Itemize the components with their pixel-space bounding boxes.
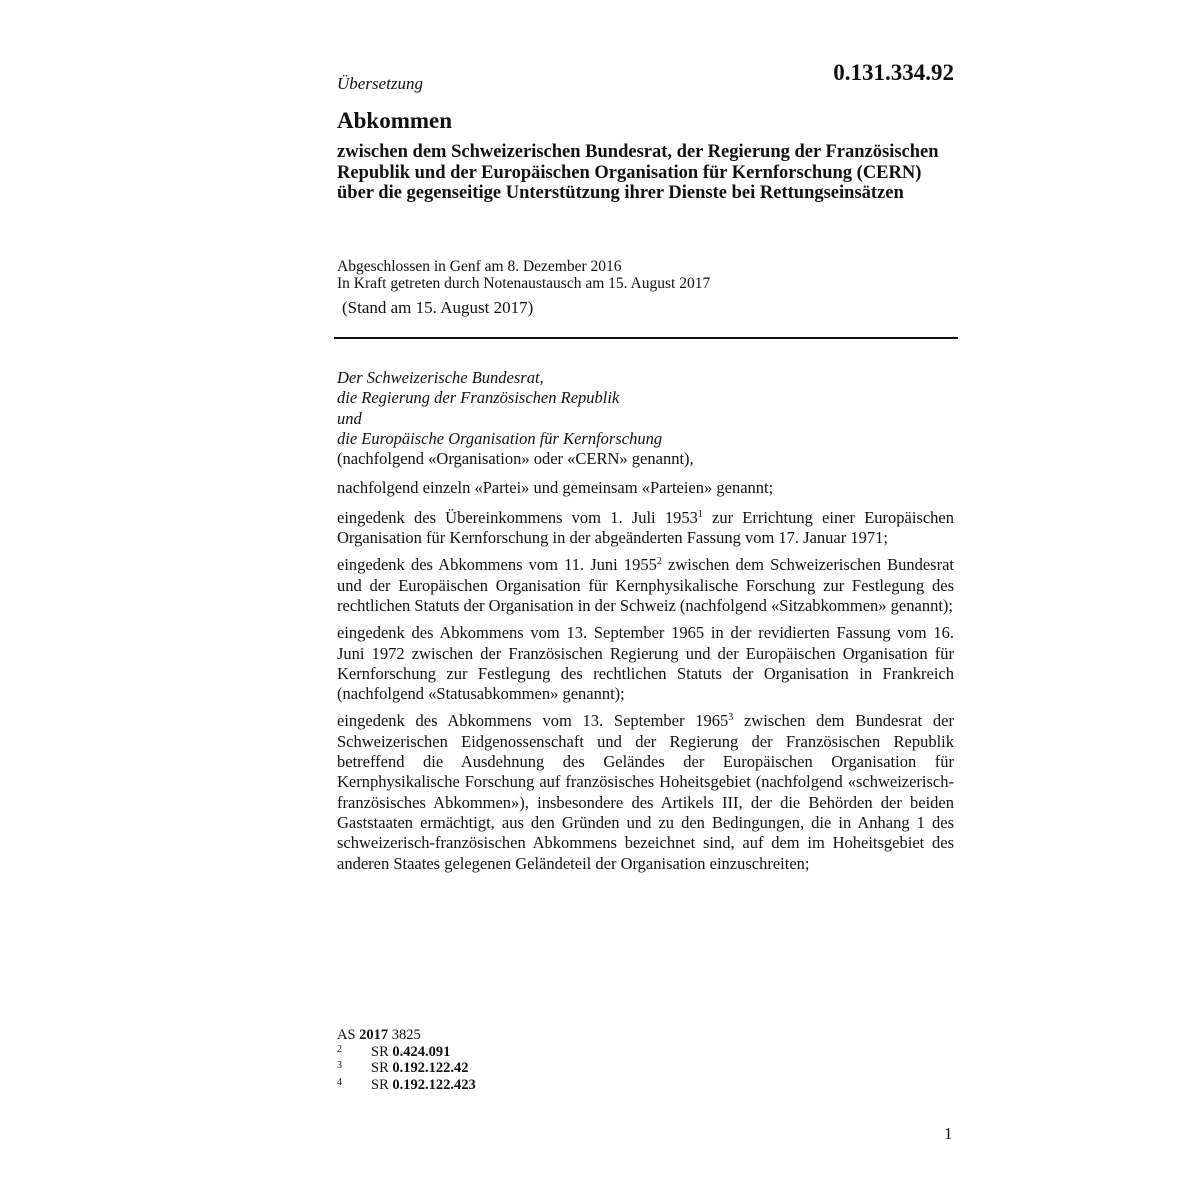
footnote-prefix: SR xyxy=(371,1043,389,1060)
footnote-code: 0.192.122.42 xyxy=(392,1060,469,1076)
as-year: 2017 xyxy=(359,1027,389,1043)
header-divider xyxy=(334,337,958,339)
paragraph-text: zwischen dem Bundesrat der Schweizerischen Eidgenossenschaft und der Regierung der Französischen Republik betreffend die Ausdehnung des Geländes der Europäischen Organisation für Kernphysikalische Forschung auf französisches Hoheitsgebiet (nachfolgend «schweizerisch-französisches Abkommen»), insbesondere des Artikels III, der die Behörden der beiden Gaststaaten ermächtigt, aus den Gründen und zu den Bedingungen, die in Anhang 1 des schweizerisch-französischen Abkommens bezeichnet sind, auf dem im Hoheitsgebiet des anderen Staates gelegenen Geländeteil der Organisation einzuschreiten; xyxy=(337,711,954,873)
party-line: die Europäische Organisation für Kernforschung xyxy=(337,428,663,448)
concluded-date: Abgeschlossen in Genf am 8. Dezember 2016 xyxy=(337,258,622,275)
footnote-item xyxy=(337,1044,476,1061)
footnote-item xyxy=(337,1077,476,1094)
party-line: und xyxy=(337,408,362,428)
footnote-number: 2 xyxy=(337,1043,342,1055)
in-force-date: In Kraft getreten durch Notenaustausch am 15. August 2017 xyxy=(337,274,711,292)
date-block xyxy=(337,259,710,292)
footnote-ref: 1 xyxy=(697,508,703,520)
sr-number: 0.131.334.92 xyxy=(833,60,954,85)
footnote-prefix: SR xyxy=(371,1060,389,1076)
preamble-paragraph-4 xyxy=(337,711,954,873)
paragraph-text: zwischen dem Schweizerischen Bundesrat und der Europäischen Organisation für Kernphysikalische Forschung zur Festlegung des rechtlichen Statuts der Organisation in der Schweiz (nachfolgend «Sitzabkommen» genannt); xyxy=(337,555,954,615)
as-reference xyxy=(337,1027,476,1044)
preamble-paragraph-3: eingedenk des Abkommens vom 13. September 1965 in der revidierten Fassung vom 16. Juni 1972 zwischen der Französischen Regierung und der Europäischen Organisation für Kernforschung zur Festlegung des rechtlichen Statuts der Organisation in Frankreich (nachfolgend «Statusabkommen» genannt); xyxy=(337,623,954,704)
document-subtitle: zwischen dem Schweizerischen Bundesrat, der Regierung der Französischen Republik und der Europäischen Organisation für Kernforschung (CERN) über die gegenseitige Unterstützung ihrer Dienste bei Rettungseinsätzen xyxy=(337,142,939,203)
paragraph-text: zur Errichtung einer Europäischen Organisation für Kernforschung in der abgeänderten Fassung vom 17. Januar 1971; xyxy=(337,507,955,548)
footnote-number: 4 xyxy=(337,1076,342,1088)
paragraph-text: eingedenk des Abkommens vom 13. September 1965 xyxy=(337,711,729,731)
preamble-paragraph-1 xyxy=(337,508,954,549)
as-prefix: AS xyxy=(337,1027,356,1043)
party-line: Der Schweizerische Bundesrat, xyxy=(337,368,544,387)
footnote-number: 3 xyxy=(337,1060,342,1071)
parties-designation: nachfolgend einzeln «Partei» und gemeinsam «Parteien» genannt; xyxy=(337,478,774,498)
footnote-ref: 2 xyxy=(656,556,662,568)
document-title: Abkommen xyxy=(337,108,453,133)
translation-label: Übersetzung xyxy=(337,74,423,93)
preamble xyxy=(337,368,954,881)
preamble-paragraph-2 xyxy=(337,555,954,616)
status-date: (Stand am 15. August 2017) xyxy=(342,298,534,317)
footnote-code: 0.192.122.423 xyxy=(392,1076,476,1093)
footnote-code: 0.424.091 xyxy=(392,1043,451,1060)
footnote-prefix: SR xyxy=(371,1076,389,1093)
party-line: die Regierung der Französischen Republik xyxy=(337,388,620,408)
as-page: 3825 xyxy=(391,1027,421,1043)
footnotes xyxy=(337,1027,476,1093)
parties-block xyxy=(337,368,954,469)
paragraph-text: eingedenk des Abkommens vom 11. Juni 1955 xyxy=(337,555,657,575)
footnote-ref: 3 xyxy=(728,712,734,724)
party-line: (nachfolgend «Organisation» oder «CERN» genannt), xyxy=(337,449,694,469)
page-number: 1 xyxy=(944,1124,953,1143)
paragraph-text: eingedenk des Übereinkommens vom 1. Juli 1953 xyxy=(337,507,698,527)
footnote-item xyxy=(337,1060,476,1077)
